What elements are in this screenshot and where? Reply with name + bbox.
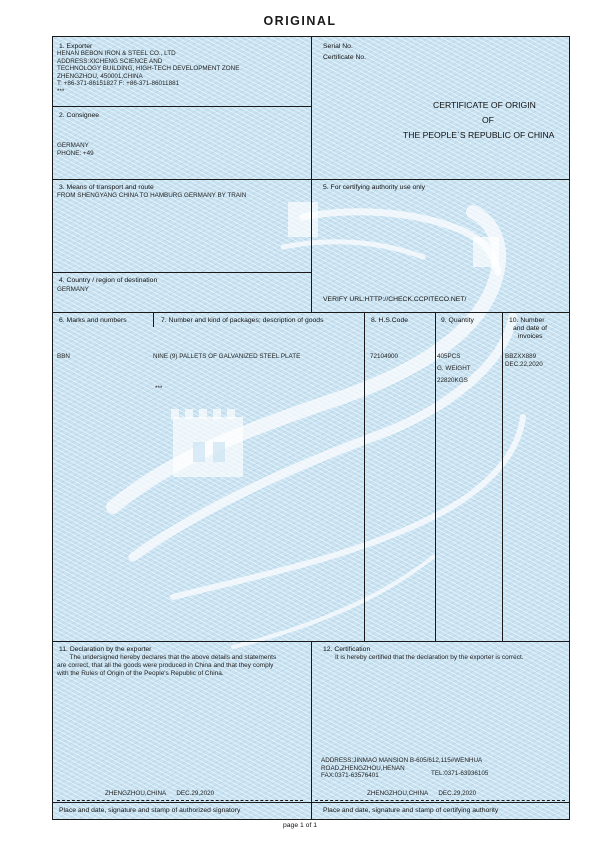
certification-fax: FAX:0371-63576401 [321, 772, 379, 779]
declaration-label: 11. Declaration by the exporter [59, 646, 152, 653]
exporter-label: 1. Exporter [59, 43, 93, 50]
certificate-form [52, 36, 570, 820]
consignee-line: PHONE: +49 [57, 149, 94, 157]
certificate-title-line2: OF [482, 115, 494, 125]
declaration-text: are correct, that all the goods were produced in China and that they comply [57, 662, 274, 669]
certificate-number-label: Certificate No. [323, 54, 367, 61]
declaration-place-date: ZHENGZHOU,CHINA DEC.29,2020 [105, 790, 215, 797]
declaration-footer: Place and date, signature and stamp of authorized signatory [59, 807, 241, 814]
document-heading: ORIGINAL [263, 14, 337, 28]
invoices-header: and date of [513, 325, 548, 332]
invoices-header: 10. Number [509, 317, 545, 324]
verify-url: VERIFY URL:HTTP://CHECK.CCPITECO.NET/ [323, 296, 467, 303]
certificate-title-line3: THE PEOPLE`S REPUBLIC OF CHINA [403, 130, 555, 140]
certification-tel: TEL:0371-63936105 [431, 770, 489, 777]
quantity-value: 405PCS [437, 353, 461, 360]
marks-header: 6. Marks and numbers [59, 317, 127, 324]
hs-code-value: 72104900 [370, 353, 399, 360]
certification-address: ADDRESS:JINMAO MANSION B-605/612,115#WENHUA [321, 757, 483, 764]
certification-label: 12. Certification [323, 646, 371, 653]
exporter-line: *** [57, 87, 65, 95]
destination-label: 4. Country / region of destination [59, 277, 158, 284]
declaration-text: The undersigned hereby declares that the above details and statements [57, 654, 277, 661]
transport-label: 3. Means of transport and route [59, 184, 154, 191]
description-header: 7. Number and kind of packages; description of goods [161, 317, 324, 324]
exporter-line: TECHNOLOGY BUILDING, HIGH-TECH DEVELOPMENT ZONE [57, 65, 240, 72]
exporter-line: T: +86-371-86151827 F: +86-371-86011881 [57, 80, 180, 87]
hs-code-header: 8. H.S.Code [371, 317, 409, 324]
certification-place-date: ZHENGZHOU,CHINA DEC.29,2020 [367, 790, 477, 797]
exporter-line: ADDRESS:XICHENG SCIENCE AND [57, 57, 163, 65]
quantity-header: 9. Quantity [441, 317, 474, 324]
certification-text: It is hereby certified that the declaration by the exporter is correct. [335, 654, 524, 661]
certification-footer: Place and date, signature and stamp of certifying authority [323, 807, 499, 814]
certifying-use-label: 5. For certifying authority use only [323, 184, 425, 191]
destination-country: GERMANY [57, 286, 89, 293]
exporter-line: HENAN BEBON IRON & STEEL CO., LTD [57, 50, 176, 57]
invoices-header: invoices [518, 333, 543, 340]
goods-description: NINE (9) PALLETS OF GALVANIZED STEEL PLATE [153, 353, 301, 360]
serial-number-label: Serial No. [323, 43, 353, 50]
consignee-label: 2. Consignee [59, 112, 100, 119]
transport-route: FROM SHENGYANG CHINA TO HAMBURG GERMANY BY TRAIN [57, 192, 247, 199]
page-indicator: page 1 of 1 [282, 822, 317, 829]
invoice-value: BBZXX889 [505, 353, 537, 360]
certificate-title-line1: CERTIFICATE OF ORIGIN [433, 100, 536, 110]
quantity-value: 22820KGS [437, 377, 468, 384]
invoice-value: DEC.22,2020 [505, 360, 543, 368]
marks-value: BBN [57, 353, 70, 360]
consignee-line: GERMANY [57, 142, 89, 149]
exporter-line: ZHENGZHOU, 450001,CHINA [57, 72, 143, 80]
goods-description-note: *** [155, 385, 163, 392]
declaration-text: with the Rules of Origin of the People's Republic of China. [57, 670, 224, 677]
quantity-value: G. WEIGHT [437, 365, 471, 372]
certification-address: ROAD,ZHENGZHOU,HENAN [321, 764, 405, 772]
